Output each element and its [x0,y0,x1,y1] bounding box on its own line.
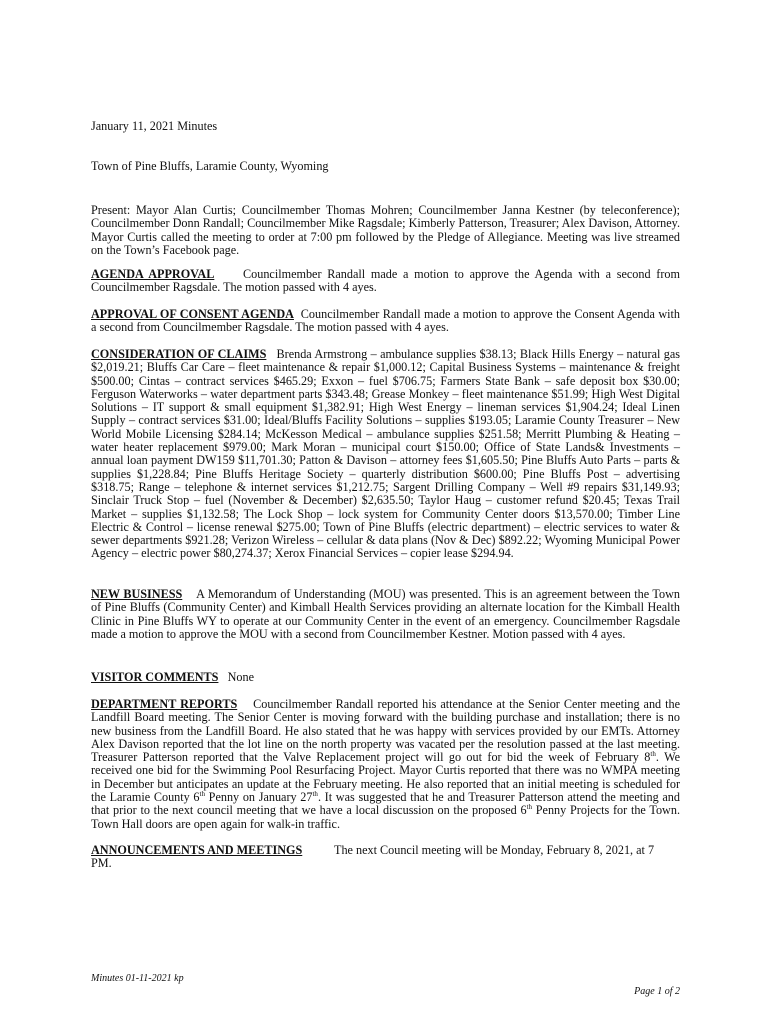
announcements-text: The next Council meeting will be Monday, February 8, 2021, at 7 [334,843,655,857]
announcements-heading: ANNOUNCEMENTS AND MEETINGS [91,843,303,857]
consent-agenda-section [91,308,680,335]
new-business-text: A Memorandum of Understanding (MOU) was presented. This is an agreement between the Town of Pine Bluffs (Community Center) and Kimball Health Services providing an alternate location for the Kimball Health Clinic in Pine Bluffs WY to operate at our Community Center in the event of an emergency. Councilmember Ragsdale made a motion to approve the MOU with a second from Councilmember Kestner. Motion passed with 4 ayes. [91,587,680,641]
agenda-approval-section [91,268,680,295]
footer-page-number: Page 1 of 2 [634,986,680,997]
agenda-approval-heading: AGENDA APPROVAL [91,267,215,281]
visitor-comments-section [91,671,680,684]
visitor-comments-text: None [227,670,254,684]
department-reports-section [91,698,680,831]
announcements-text-end: PM. [91,856,112,870]
department-reports-text: Councilmember Randall reported his attendance at the Senior Center meeting and the Landfill Board meeting. The Senior Center is moving forward with the building purchase and installation; there is no new business from the Landfill Board. He also stated that he was happy with services provided by our EMTs. Attorney Alex Davison reported that the lot line on the north property was vacated per the resolution passed at the last meeting. Treasurer Patterson reported that the Valve Replacement project will go out for bid the week of February 8th. We received one bid for the Swimming Pool Resurfacing Project. Mayor Curtis reported that there was no WMPA meeting in December but anticipates an update at the February meeting. He also reported that an initial meeting is scheduled for the Laramie County 6th Penny on January 27th. It was suggested that he and Treasurer Patterson attend the meeting and that prior to the next council meeting that we have a local discussion on the proposed 6th Penny Projects for the Town. Town Hall doors are open again for walk-in traffic. [91,697,681,831]
claims-section [91,348,680,561]
town-line: Town of Pine Bluffs, Laramie County, Wyoming [91,159,329,173]
date-line: January 11, 2021 Minutes [91,119,218,133]
consent-agenda-text: Councilmember Randall made a motion to approve the Consent Agenda with a second from Councilmember Ragsdale. The motion passed with 4 ayes. [91,307,681,335]
new-business-section [91,588,680,641]
department-reports-heading: DEPARTMENT REPORTS [91,697,238,711]
new-business-heading: NEW BUSINESS [91,587,183,601]
claims-heading: CONSIDERATION OF CLAIMS [91,347,267,361]
visitor-comments-heading: VISITOR COMMENTS [91,670,219,684]
consent-agenda-heading: APPROVAL OF CONSENT AGENDA [91,307,294,321]
agenda-approval-text: Councilmember Randall made a motion to approve the Agenda with a second from Councilmember Ragsdale. The motion passed with 4 ayes. [91,267,680,295]
present-paragraph: Present: Mayor Alan Curtis; Councilmember Thomas Mohren; Councilmember Janna Kestner (by teleconference); Councilmember Donn Randall; Councilmember Mike Ragsdale; Kimberly Patterson, Treasurer; Alex Davison, Attorney. Mayor Curtis called the meeting to order at 7:00 pm followed by the Pledge of Allegiance. Meeting was live streamed on the Town’s Facebook page. [91,203,680,257]
claims-text: Brenda Armstrong – ambulance supplies $38.13; Black Hills Energy – natural gas $2,019.21; Bluffs Car Care – fleet maintenance & repair $1,000.12; Capital Business Systems – maintenance & freight $500.00; Cintas – contract services $465.29; Exxon – fuel $706.75; Farmers State Bank – safe deposit box $30.00; Ferguson Waterworks – water department parts $343.48; Grease Monkey – fleet maintenance $51.99; High West Digital Solutions – IT support & small equipment $1,382.91; High West Energy – lineman services $1,904.24; Ideal Linen Supply – contract services $31.00; Ideal/Bluffs Facility Solutions – supplies $193.05; Laramie County Treasurer – New World Mobile Licensing $284.14; McKesson Medical – ambulance supplies $251.58; Merritt Plumbing & Heating – water heater replacement $979.00; Mark Moran – municipal court $150.00; Office of State Lands& Investments – annual loan payment DW159 $11,701.30; Patton & Davison – attorney fees $1,605.50; Pine Bluffs Auto Parts – parts & supplies $1,228.84; Pine Bluffs Heritage Society – quarterly distribution $600.00; Pine Bluffs Post – advertising $318.75; Range – telephone & internet services $1,212.75; Sargent Drilling Company – Well #9 repairs $31,149.93; Sinclair Truck Stop – fuel (November & December) $2,635.50; Taylor Haug – customer refund $20.45; Texas Trail Market – supplies $1,132.58; The Lock Shop – lock system for Community Center doors $13,570.00; Timber Line Electric & Control – license renewal $275.00; Town of Pine Bluffs (electric department) – electric services to water & sewer departments $921.28; Verizon Wireless – cellular & data plans (Nov & Dec) $892.22; Wyoming Municipal Power Agency – electric power $80,274.37; Xerox Financial Services – copier lease $294.94. [91,347,681,561]
footer-doc-id: Minutes 01-11-2021 kp [91,973,184,984]
